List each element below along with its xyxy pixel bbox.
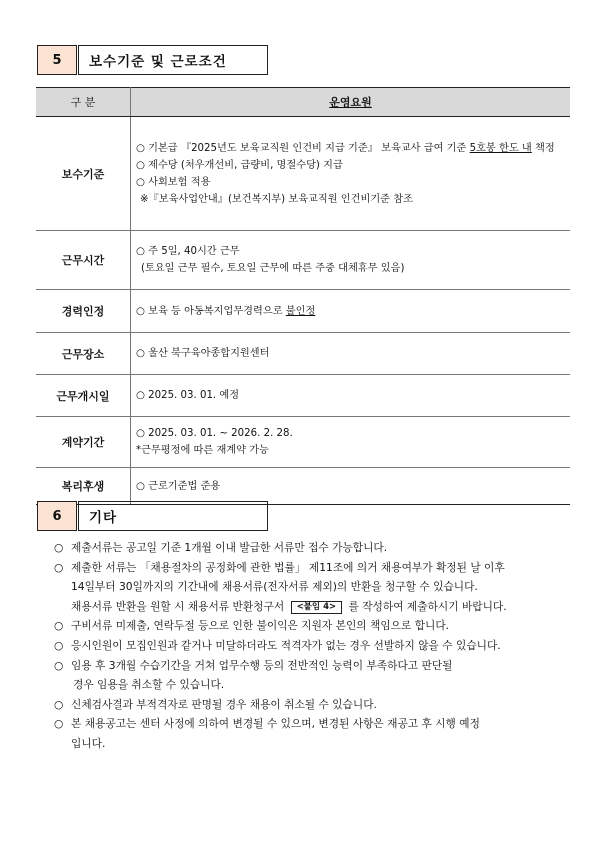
- etc-item-2-line-3-a: 채용서류 반환을 원할 시 채용서류 반환청구서: [71, 599, 285, 613]
- pay-line-1-a: ○ 기본급 『2025년도 보육교직원 인건비 지급 기준』 보육교사 급여 기준: [136, 142, 470, 154]
- etc-item-3: 구비서류 미제출, 연락두절 등으로 인한 불이익은 지원자 본인의 책임으로 합니다.: [71, 619, 450, 633]
- period-line-1: ○ 2025. 03. 01. ~ 2026. 2. 28.: [136, 428, 293, 439]
- etc-item-2-line-3: [54, 597, 554, 617]
- conditions-table: [36, 87, 570, 505]
- list-item: [54, 714, 554, 753]
- row-label-pay: 보수기준: [36, 117, 131, 231]
- career-text-underline: 불인정: [285, 305, 316, 317]
- pay-line-1-underline: 5호봉 한도 내: [469, 142, 532, 154]
- section-6-number: 6: [37, 501, 77, 531]
- row-value-place: ○ 울산 북구육아종합지원센터: [131, 333, 571, 375]
- circle-marker: ○: [54, 697, 64, 711]
- row-value-welfare: ○ 근로기준법 준용: [131, 468, 571, 505]
- header-operator-label: 운영요원: [329, 96, 372, 109]
- etc-item-7-line-1: 본 채용공고는 센터 사정에 의하여 변경될 수 있으며, 변경된 사항은 재공고 후 시행 예정: [71, 717, 480, 731]
- etc-item-4: 응시인원이 모집인원과 같거나 미달하더라도 적격자가 없는 경우 선발하지 않을 수 있습니다.: [71, 638, 501, 652]
- table-row: [36, 468, 570, 505]
- row-label-career: 경력인정: [36, 290, 131, 333]
- list-item: [54, 656, 554, 695]
- pay-line-3: ○ 사회보험 적용: [136, 176, 211, 188]
- row-value-period: [131, 417, 571, 468]
- list-item: [54, 538, 554, 558]
- table-row: [36, 290, 570, 333]
- etc-item-1: 제출서류는 공고일 기준 1개월 이내 발급한 서류만 접수 가능합니다.: [71, 541, 388, 554]
- hours-line-2: (토요일 근무 필수, 토요일 근무에 따른 주중 대체휴무 있음): [141, 263, 405, 274]
- section-6-title: 기타: [78, 501, 268, 531]
- row-label-welfare: 복리후생: [36, 468, 131, 505]
- circle-marker: ○: [54, 619, 64, 633]
- circle-marker: ○: [54, 638, 64, 652]
- table-header-row: [36, 88, 570, 117]
- etc-item-2-line-2: 14일부터 30일까지의 기간내에 채용서류(전자서류 제외)의 반환을 청구할 수 있습니다.: [71, 580, 478, 594]
- list-item: [54, 695, 554, 715]
- etc-item-2: [71, 558, 554, 597]
- attachment-4-badge: <붙임 4>: [291, 601, 343, 614]
- etc-item-5: [71, 656, 554, 695]
- circle-marker: ○: [54, 560, 64, 574]
- etc-item-6: 신체검사결과 부적격자로 판명될 경우 채용이 취소될 수 있습니다.: [71, 697, 377, 711]
- etc-item-7: [71, 714, 554, 753]
- pay-line-1: [136, 140, 569, 157]
- table-row: [36, 231, 570, 290]
- list-item: [54, 636, 554, 656]
- table-row: [36, 333, 570, 375]
- row-label-place: 근무장소: [36, 333, 131, 375]
- row-value-career: [131, 290, 571, 333]
- section-5-number: 5: [37, 45, 77, 75]
- career-text: ○ 보육 등 아동복지업무경력으로: [136, 305, 286, 317]
- circle-marker: ○: [54, 541, 64, 554]
- row-value-start: ○ 2025. 03. 01. 예정: [131, 375, 571, 417]
- header-operator: [131, 88, 571, 117]
- row-label-hours: 근무시간: [36, 231, 131, 290]
- etc-item-5-line-2: 경우 임용을 취소할 수 있습니다.: [73, 678, 225, 692]
- section-5-title: 보수기준 및 근로조건: [78, 45, 268, 75]
- circle-marker: ○: [54, 717, 64, 731]
- list-item: [54, 558, 554, 597]
- row-label-period: 계약기간: [36, 417, 131, 468]
- row-value-hours: [131, 231, 571, 290]
- table-row: [36, 117, 570, 231]
- circle-marker: ○: [54, 658, 64, 672]
- etc-item-5-line-1: 임용 후 3개월 수습기간을 거쳐 업무수행 등의 전반적인 능력이 부족하다고 판단될: [71, 658, 453, 672]
- pay-line-1-b: 책정: [531, 142, 555, 154]
- etc-list: [54, 538, 554, 754]
- row-label-start: 근무개시일: [36, 375, 131, 417]
- etc-item-2-line-1: 제출한 서류는 「채용절차의 공정화에 관한 법률」 제11조에 의거 채용여부가 확정된 날 이후: [71, 560, 505, 574]
- list-item: [54, 616, 554, 636]
- etc-item-2-line-3-b: 를 작성하여 제출하시기 바랍니다.: [348, 599, 507, 613]
- header-category: 구 분: [36, 88, 131, 117]
- pay-line-2: ○ 제수당 (처우개선비, 급량비, 명절수당) 지급: [136, 159, 343, 171]
- table-row: [36, 417, 570, 468]
- hours-line-1: ○ 주 5일, 40시간 근무: [136, 246, 240, 257]
- pay-line-4: ※『보육사업안내』(보건복지부) 보육교직원 인건비기준 참조: [140, 193, 413, 205]
- etc-item-7-line-2: 입니다.: [71, 736, 106, 750]
- period-line-2: *근무평정에 따른 재계약 가능: [136, 445, 269, 456]
- row-value-pay: [131, 117, 571, 231]
- table-row: [36, 375, 570, 417]
